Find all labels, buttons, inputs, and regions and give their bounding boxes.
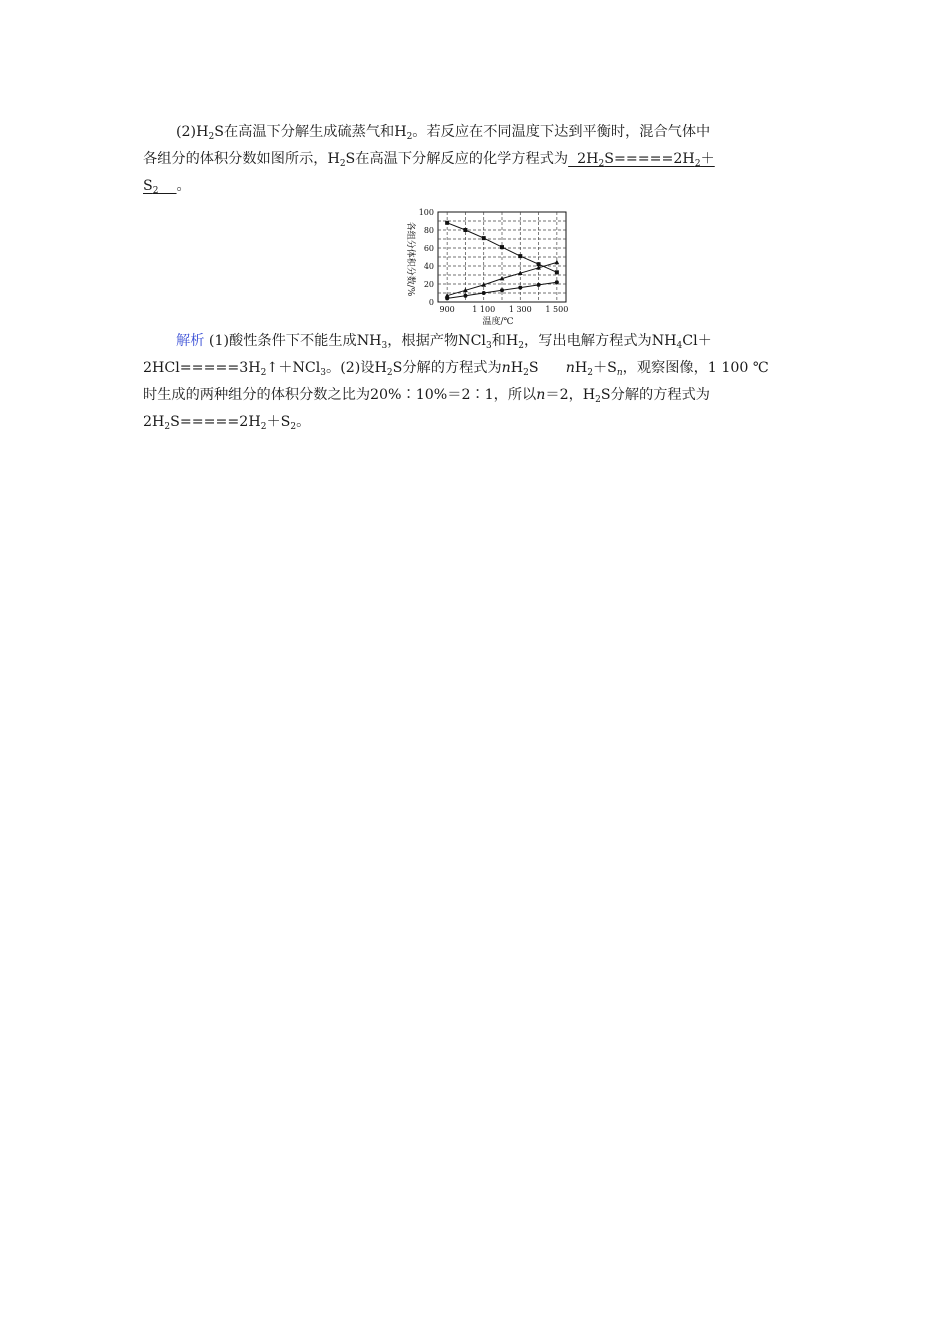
subscript: 2 — [339, 159, 346, 169]
y-tick-label: 60 — [423, 244, 434, 253]
text: S在高温下分解反应的化学方程式为 — [345, 151, 569, 167]
data-point — [554, 260, 559, 264]
subscript: 2 — [208, 132, 215, 142]
data-point — [445, 221, 449, 225]
question-line-2 — [143, 146, 808, 173]
x-tick-label: 1 500 — [545, 305, 569, 314]
answer-blank: $2H_2S=====2H_2+$ — [568, 151, 715, 169]
solution-line-3: 时生成的两种组分的体积分数之比为20%∶10%＝2∶1，所以n＝2，$H_2S$分解的方程式为 — [143, 387, 710, 405]
solution-paragraph — [143, 328, 808, 436]
solution-label: 解析 — [176, 333, 205, 349]
data-point — [463, 228, 467, 232]
y-tick-label: 40 — [423, 262, 434, 271]
data-point — [482, 236, 486, 240]
x-tick-label: 1 300 — [508, 305, 532, 314]
question-line-1 — [143, 119, 808, 146]
data-point — [518, 254, 522, 258]
y-tick-label: 0 — [428, 298, 434, 307]
solution-line-2: $2HCl=====3H_2↑+NCl_3$。(2)设$H_2S$分解的方程式为$nH_2S$ $nH_2+S_n$，观察图像，1 100 ℃ — [143, 360, 769, 378]
data-point — [463, 294, 467, 298]
data-point — [500, 245, 504, 249]
y-tick-label: 20 — [423, 280, 434, 289]
text: S在高温下分解生成硫蒸气和H — [214, 124, 407, 140]
x-axis-label: 温度/℃ — [482, 317, 514, 327]
data-point — [555, 270, 559, 274]
text: 。 — [176, 178, 191, 194]
chart-ticks — [419, 208, 569, 314]
x-tick-label: 900 — [439, 305, 455, 314]
y-axis-label: 各组分体积分数/% — [405, 221, 415, 297]
question-paragraph — [143, 119, 808, 200]
x-tick-label: 1 100 — [472, 305, 496, 314]
data-point — [445, 296, 449, 300]
text: 。若反应在不同温度下达到平衡时，混合气体中 — [412, 124, 711, 140]
y-tick-label: 100 — [418, 208, 434, 217]
text: 各组分的体积分数如图所示，H — [143, 151, 340, 167]
solution-line-1: 解析 (1)酸性条件下不能生成$NH_3$，根据产物NCl$_3$和$H_2$，写出电解方程式为$NH_4Cl+$ — [176, 333, 712, 351]
data-point — [537, 283, 541, 287]
answer-blank-cont: $S_2$ — [143, 178, 159, 196]
volume-fraction-chart — [398, 204, 570, 328]
data-point — [518, 286, 522, 290]
question-line-3 — [143, 173, 808, 200]
y-tick-label: 80 — [423, 226, 434, 235]
text: (2)H — [176, 124, 209, 140]
subscript: 2 — [406, 132, 413, 142]
data-point — [482, 291, 486, 295]
solution-line-4: $2H_2S=====2H_2+S_2$。 — [143, 414, 311, 432]
data-point — [500, 288, 504, 292]
data-point — [555, 280, 559, 284]
